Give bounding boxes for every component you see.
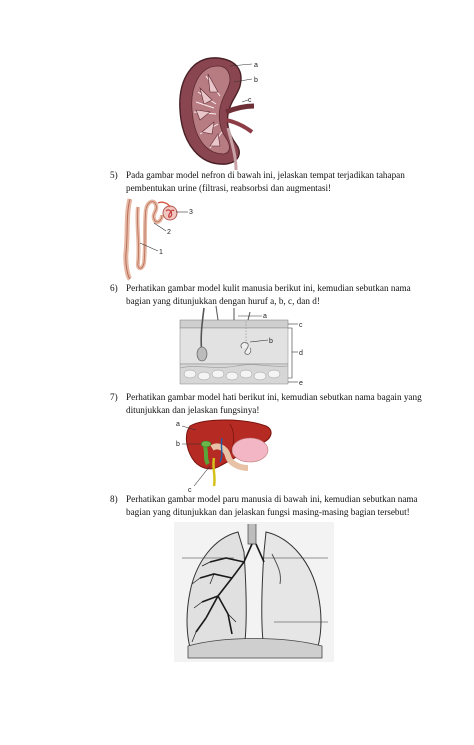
liver-label-c: c: [188, 487, 192, 494]
question-text-line: ditunjukkan dan jelaskan fungsinya!: [126, 404, 260, 415]
nephron-label-3: 3: [189, 209, 193, 216]
skin-label-a: a: [263, 313, 267, 320]
nephron-label-1: 1: [159, 249, 163, 256]
question-text-line: bagian yang ditunjukkan dengan huruf a, b, c, dan d!: [126, 295, 320, 306]
kidney-figure: [170, 52, 280, 170]
liver-figure: [174, 414, 290, 494]
lungs-figure: [174, 522, 334, 662]
question-number: 6): [110, 283, 118, 293]
question-text-line: Pada gambar model nefron di bawah ini, jelaskan tempat terjadikan tahapan: [126, 170, 405, 180]
nephron-label-2: 2: [167, 229, 171, 236]
kidney-label-a: a: [254, 62, 258, 69]
nephron-figure: [118, 193, 198, 281]
liver-label-b: b: [176, 441, 180, 448]
question-text-line: Perhatikan gambar model paru manusia di bawah ini, kemudian sebutkan nama: [126, 494, 418, 504]
skin-figure: [176, 304, 312, 386]
skin-label-b: b: [269, 338, 273, 345]
skin-label-d: d: [299, 350, 303, 357]
question-text-line: bagian yang ditunjukkan dan jelaskan fungsi masing-masing bagian tersebut!: [126, 506, 410, 517]
question-number: 8): [110, 494, 118, 504]
kidney-label-b: b: [254, 77, 258, 84]
question-text-line: Perhatikan gambar model hati berikut ini, kemudian sebutkan nama bagain yang: [126, 392, 422, 402]
question-number: 5): [110, 170, 118, 180]
liver-label-a: a: [176, 421, 180, 428]
question-text-line: Perhatikan gambar model kulit manusia berikut ini, kemudian sebutkan nama: [126, 283, 411, 293]
question-number: 7): [110, 392, 118, 402]
question-text-line: pembentukan urine (filtrasi, reabsorbsi dan augmentasi!: [126, 182, 332, 193]
skin-label-c: c: [299, 322, 303, 329]
question-8: [110, 493, 440, 521]
kidney-label-c: c: [248, 97, 252, 104]
skin-label-e: e: [299, 380, 303, 386]
